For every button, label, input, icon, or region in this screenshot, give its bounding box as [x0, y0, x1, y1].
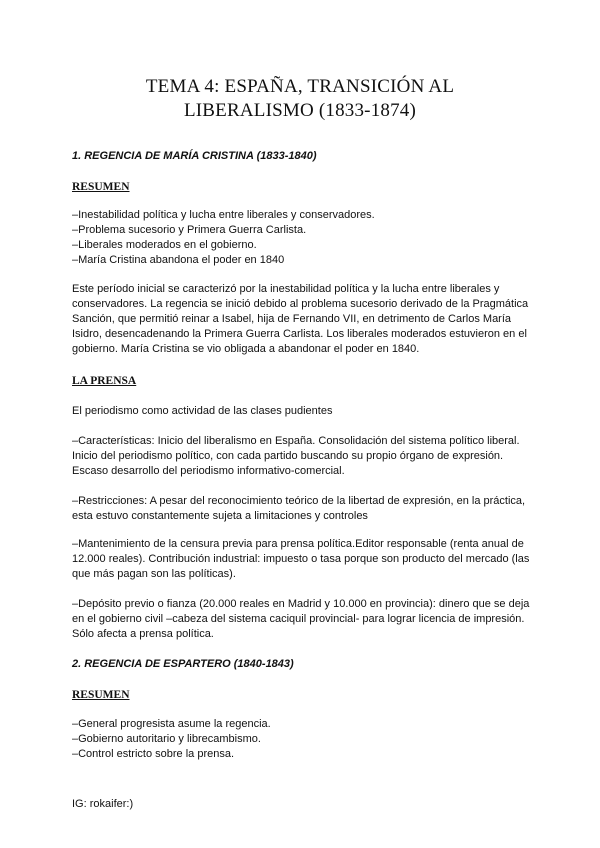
section-2-resumen-list	[72, 717, 538, 762]
document-title	[60, 75, 540, 123]
list-item: –Control estricto sobre la prensa.	[72, 748, 235, 760]
prensa-heading: LA PRENSA	[72, 375, 137, 387]
list-item: –Gobierno autoritario y librecambismo.	[72, 733, 261, 745]
prensa-paragraph: –Depósito previo o fianza (20.000 reales en Madrid y 10.000 en provincia): dinero que se deja en el gobierno civil –cabeza del sistema caciquil provincial- para lograr licencia de impresión. Sólo afecta a prensa política.	[72, 598, 530, 640]
prensa-paragraph: –Restricciones: A pesar del reconocimiento teórico de la libertad de expresión, en la práctica, esta estuvo constantemente sujeta a limitaciones y controles	[72, 495, 526, 522]
title-line-1: TEMA 4: ESPAÑA, TRANSICIÓN AL	[145, 76, 455, 97]
prensa-paragraph: –Características: Inicio del liberalismo en España. Consolidación del sistema político liberal. Inicio del periodismo político, con cada partido buscando su propio órgano de expresión. Escaso desarrollo del periodismo informativo-comercial.	[72, 435, 520, 477]
section-1-resumen-heading: RESUMEN	[72, 181, 130, 193]
list-item: –Problema sucesorio y Primera Guerra Carlista.	[72, 224, 307, 236]
title-line-2: LIBERALISMO (1833-1874)	[183, 100, 417, 121]
section-1-heading: 1. REGENCIA DE MARÍA CRISTINA (1833-1840)	[72, 150, 317, 162]
list-item: –Liberales moderados en el gobierno.	[72, 239, 257, 251]
list-item: –General progresista asume la regencia.	[72, 718, 271, 730]
section-2-resumen-heading: RESUMEN	[72, 689, 130, 701]
footer-credit: IG: rokaifer:)	[72, 798, 134, 810]
section-2-heading: 2. REGENCIA DE ESPARTERO (1840-1843)	[72, 658, 294, 670]
prensa-paragraph: El periodismo como actividad de las clases pudientes	[72, 405, 333, 417]
prensa-paragraph: –Mantenimiento de la censura previa para prensa política.Editor responsable (renta anual de 12.000 reales). Contribución industrial: impuesto o tasa porque son producto del mercado (las que más pagan son las políticas).	[72, 538, 530, 580]
section-1-paragraph: Este período inicial se caracterizó por la inestabilidad política y la lucha entre liberales y conservadores. La regencia se inició debido al problema sucesorio derivado de la Pragmática Sanción, que permitió reinar a Isabel, hija de Fernando VII, en detrimento de Carlos María Isidro, desencadenando la Primera Guerra Carlista. Los liberales moderados estuvieron en el gobierno. María Cristina se vio obligada a abandonar el poder en 1840.	[72, 283, 529, 355]
section-1-resumen-list	[72, 208, 538, 268]
list-item: –María Cristina abandona el poder en 1840	[72, 254, 285, 266]
list-item: –Inestabilidad política y lucha entre liberales y conservadores.	[72, 209, 375, 221]
